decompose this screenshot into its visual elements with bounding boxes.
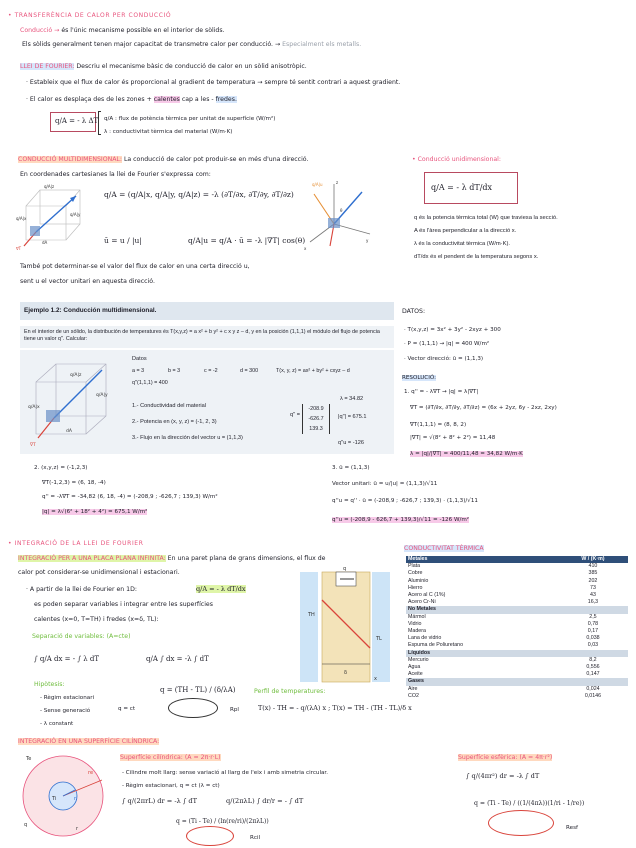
conductivity-table (406, 556, 628, 700)
integ-tag: INTEGRACIÓ PER A UNA PLACA PLANA INFINITA: (18, 555, 166, 562)
ex-box-edge (36, 364, 56, 382)
ex-label-qx: q/A|x (28, 405, 40, 410)
table-row: Plata 410 (408, 563, 598, 570)
fig-x: x (374, 676, 377, 682)
fig-Ti: Ti (52, 796, 57, 802)
res-line-4: |∇T| = √(8² + 8² + 2²) = 11,48 (410, 435, 496, 441)
sketch-box-edge (66, 224, 80, 240)
ex-val-d: d = 300 (240, 368, 259, 374)
table-row: Espuma de Poliuretano 0,03 (408, 642, 599, 649)
section-title-conduction: • TRANSFERÈNCIA DE CALOR PER CONDUCCIÓ (8, 12, 172, 19)
label-qy: q/A|y (70, 212, 81, 217)
sketch-box-back (40, 190, 80, 224)
integ-qct: q = ct (118, 706, 136, 712)
table-row: Agua 0,556 (408, 664, 600, 671)
table-section-row: Líquidos (406, 650, 628, 657)
cyl-tag: INTEGRACIÓ EN UNA SUPERFÍCIE CILÍNDRICA: (18, 738, 160, 745)
datos-line-3: · Vector direcció: ū = (1,1,3) (404, 356, 484, 362)
part2-line-2: q'' = -λ∇T = -34,82 (6, 18, -4) = (-208,9 ; -626,7 ; 139,3) W/m² (42, 494, 218, 500)
uni-def-item: q és la potencia tèrmica total (W) que traviesa la secció. (414, 215, 558, 221)
fourier-bullet-2: · El calor es desplaça des de les zones + calentes cap a les - fredes. (26, 96, 237, 103)
ex-vector: -208.9 -626.7 139.3 (302, 404, 330, 434)
cyl-eq-2: q/(2πλL) ∫ dr/r = - ∫ dT (226, 797, 304, 805)
fig-TH: TH (308, 612, 315, 618)
conduction-label: Conducció → (20, 27, 60, 34)
conduction-line-1: Conducció → és l'únic mecanisme possible en el interior de sòlids. (20, 27, 225, 34)
part3-line-1: Vector unitari: ū = u/|u| = (1,1,3)/√11 (332, 481, 438, 487)
conduction-line-2: Els sòlids generalment tenen major capacitat de transmetre calor per conducció. → Especialment els metalls. (22, 41, 362, 48)
datos-title: DATOS: (402, 308, 426, 315)
cold-side (372, 572, 390, 682)
ex-task: 1.- Conductividad del material (132, 403, 206, 409)
brace (98, 111, 101, 135)
multi-intro: CONDUCCIÓ MULTIDIMENSIONAL: La conducció de calor pot produir-se en més d'una direcció. (18, 156, 309, 163)
resf-circle (488, 810, 554, 836)
table-title: CONDUCTIVITAT TÈRMICA (404, 545, 484, 552)
dA-element-2 (328, 218, 340, 228)
rcil-label: Rcil (250, 835, 261, 841)
example-statement: En el interior de un sólido, la distribución de temperatures és T(x,y,z) = a x² + b y² + c x y z – d, y en la posición (1,1,1) el módulo del flujo de potencia tiene un valor q''. Calcular: (24, 329, 380, 342)
fig-r: r (76, 826, 79, 832)
datos-line-2: · P = (1,1,1) → |q| = 400 W/m² (404, 341, 490, 347)
uni-def-item: A és l'àrea perpendicular a la direcció x. (414, 228, 517, 234)
fig-delta: δ (344, 670, 348, 676)
multi-tag: CONDUCCIÓ MULTIDIMENSIONAL: (18, 156, 122, 163)
cyl-line-2: - Règim estacionari, q = ct (λ = ct) (122, 783, 220, 789)
fig-Te: Te (26, 756, 32, 762)
part3-line-3: q''u = (-208,9 - 626,7 + 139,3)/√11 = -126 W/m² (332, 517, 470, 523)
multi-cartesian: En coordenades cartesianes la llei de Fourier s'expressa com: (20, 171, 211, 178)
resf-label: Resf (566, 825, 578, 831)
uni-equation: q/A = - λ dT/dx (431, 183, 493, 192)
fourier-tag: LLEI DE FOURIER: (20, 63, 75, 70)
integ-int-2: q/A ∫ dx = -λ ∫ dT (146, 655, 209, 663)
res-line-5: λ = |q|/|∇T| = 400/11,48 = 34,82 W/m·K (410, 451, 523, 457)
uni-title: • Conducció unidimensional: (412, 156, 501, 163)
ex-vec-label: q'' = (290, 412, 301, 418)
uni-definitions (414, 212, 558, 264)
integ-line-1: INTEGRACIÓ PER A UNA PLACA PLANA INFINITA: En una paret plana de grans dimensions, el flux de (18, 555, 326, 562)
ex-modulus: |q''| = 675.1 (338, 414, 367, 420)
label-gradT: ∇T (16, 246, 22, 251)
ex-val-b: b = 3 (168, 368, 181, 374)
sph-tag: Superfície esfèrica: (A = 4π·r²) (458, 754, 553, 761)
perfil-title: Perfil de temperatures: (254, 688, 326, 695)
uni-def-item: λ és la conductivitat tèrmica (W/m·K). (414, 241, 510, 247)
fig-ri: ri (74, 796, 78, 802)
ex-tasks (132, 398, 243, 446)
label-qx: q/A|x (16, 216, 27, 221)
ex-label-gradT: ∇T (30, 443, 36, 448)
part3-line-2: q''u = q'' · ū = (-208,9 ; -626,7 ; 139,3) · (1,1,3)/√11 (332, 498, 478, 504)
integration-title: • INTEGRACIÓ DE LA LLEI DE FOURIER (8, 540, 144, 547)
multi-eq-directional: q/A|u = q/A · ū = -λ |∇T| cos(θ) (188, 236, 306, 245)
fourier-def-lambda: λ : conductivitat tèrmica del material (W/m·K) (104, 129, 233, 135)
fourier-bullet-1: · Estableix que el flux de calor és proporcional al gradient de temperatura → sempre té sentit contrari a aquest gradient. (26, 79, 401, 86)
ex-box-edge (86, 416, 106, 434)
ex-box-front (36, 382, 86, 434)
ex-val-c: c = -2 (204, 368, 218, 374)
table-row: Lana de vidrio 0,038 (408, 635, 600, 642)
ex-datos-label: Datos (132, 356, 147, 362)
sph-eq-1: ∫ q/(4πr²) dr = -λ ∫ dT (466, 772, 540, 780)
example-title: Ejemplo 1.2: Conducción multidimensional. (24, 307, 157, 314)
fourier-def-q: q/A : flux de potència tèrmica per unitat de superfície (W/m²) (104, 116, 276, 122)
example-sketch (26, 352, 124, 450)
ex-task: 2.- Potencia en (x, y, z) = (-1, 2, 3) (132, 419, 217, 425)
cyl-eq-3: q = (Ti - Te) / (ln(re/ri)/(2πλL)) (176, 818, 269, 825)
table-row: Vidrio 0,78 (408, 620, 599, 627)
table-row: Acero al C (1%) 43 (408, 592, 596, 599)
label-qz: q/A|z (44, 184, 55, 189)
fourier-equation: q/A = - λ ΔT (55, 117, 99, 125)
directional-sketch (300, 176, 374, 252)
sph-eq-2: q = (Ti - Te) / ((1/(4πλ))(1/ri - 1/re)) (474, 800, 585, 807)
multi-direction-1: També pot determinar-se el valor del flux de calor en una certa direcció u, (20, 263, 250, 270)
fig-q: q (343, 566, 347, 572)
table-row: CO2 0,0146 (408, 692, 602, 699)
table-row: Mercurio 8,2 (408, 656, 597, 663)
part2-line-3: |q| = λ√(6² + 18² + 4²) = 675,1 W/m² (42, 509, 148, 515)
integ-hip-3: - λ constant (40, 721, 74, 727)
label-dA: dA (42, 240, 48, 245)
res-line-2: ∇T = (∂T/∂x, ∂T/∂y, ∂T/∂z) = (6x + 2yz, 6y - 2xz, 2xy) (410, 405, 557, 411)
label-y: y (366, 238, 369, 243)
ex-box-edge (86, 364, 106, 382)
vector-sketch-3d (14, 180, 92, 252)
ex-label-qz: q/A|z (70, 373, 82, 378)
integ-hip-1: - Règim estacionari (40, 695, 95, 701)
integ-sep: Separació de variables: (A=cte) (32, 633, 131, 640)
cylinder-figure (18, 750, 108, 840)
fig-re: re (88, 770, 94, 776)
label-z: z (336, 180, 339, 185)
table-row: Mármol 2,5 (408, 613, 597, 620)
example-statement-band (20, 326, 394, 348)
cyl-line-1: - Cilindre molt llarg: sense variació al llarg de l'eix i amb simetria circular. (122, 770, 328, 776)
fourier-intro: LLEI DE FOURIER: Descriu el mecanisme bàsic de conducció de calor en un sòlid anisotròpic. (20, 63, 307, 70)
datos-line-1: · T(x,y,z) = 3x² + 3y² - 2xyz + 300 (404, 327, 501, 333)
ex-qu: q''u = -126 (338, 440, 364, 446)
integ-eq: q/A = - λ dT/dx (196, 585, 246, 593)
integ-int-1: ∫ q/A dx = - ∫ λ dT (34, 655, 100, 663)
fig-q: q (24, 822, 28, 828)
part2-line-1: ∇T(-1,2,3) = (6, 18, -4) (42, 480, 106, 486)
integ-line-5: calentes (x=0, T=TH) i fredes (x=δ, TL): (34, 616, 159, 623)
rcil-circle (186, 826, 234, 846)
fourier-equation-box (50, 112, 99, 132)
fig-TL: TL (376, 636, 382, 642)
table-row: Aluminio 202 (408, 577, 598, 584)
rpl-label: Rpl (230, 707, 239, 713)
multi-eq-components: q/A = (q/A|x, q/A|y, q/A|z) = -λ (∂T/∂x, ∂T/∂y, ∂T/∂z) (104, 190, 294, 199)
label-u: q/A|u (312, 182, 323, 187)
uni-def-item: dT/dx és el pendent de la temperatura segons x. (414, 254, 539, 260)
ex-task: 3.- Flujo en la dirección del vector u = (1,1,3) (132, 435, 243, 441)
table-section-row: No Metales (406, 606, 628, 613)
ex-label-qy: q/A|y (96, 393, 108, 398)
ex-dA (46, 410, 60, 422)
integ-hip: Hipòtesis: (34, 681, 65, 688)
sketch-box-edge (26, 190, 40, 206)
part3-title: 3. ū = (1,1,3) (332, 465, 370, 471)
table-row: Cobre 385 (408, 570, 598, 577)
uni-equation-box (424, 172, 518, 204)
ex-res-lambda: λ = 34.82 (340, 396, 364, 402)
label-theta: θ (340, 208, 343, 213)
plate-figure (300, 564, 392, 684)
integ-result: q = (TH - TL) / (δ/λA) (160, 686, 236, 694)
ex-val-T: T(x, y, z) = ax² + by² + cxyz – d (276, 368, 350, 374)
ex-val-a: a = 3 (132, 368, 145, 374)
resolucio-title: RESOLUCIÓ: (402, 375, 437, 381)
table-row: Hierro 73 (408, 584, 596, 591)
table-row: Aceite 0,147 (408, 671, 600, 678)
ex-label-dA: dA (66, 429, 72, 434)
table-row: Aire 0,024 (408, 685, 600, 692)
integ-line-3: · A partir de la llei de Fourier en 1D: (26, 586, 137, 593)
multi-eq-unit-vector: ū = u / |u| (104, 236, 142, 245)
table-row: Madera 0,17 (408, 628, 599, 635)
part2-title: 2. (x,y,z) = (-1,2,3) (34, 465, 88, 471)
label-x: x (304, 246, 307, 251)
cyl-sub: Superfície cilíndrica: (A = 2π·r·L) (120, 754, 221, 761)
table-section-row: Gases (406, 678, 628, 685)
perfil-equation: T(x) - TH = - q/(λA) x ; T(x) = TH - (TH - TL)/δ x (258, 704, 412, 712)
integ-line-2: calor pot considerar-se unidimensional i estacionari. (18, 569, 180, 576)
integ-hip-2: - Sense generació (40, 708, 91, 714)
integ-line-4: es poden separar variables i integrar entre les superfícies (34, 601, 213, 608)
wall (322, 572, 370, 682)
rpl-circle (168, 698, 218, 718)
res-line-1: 1. q'' = - λ∇T → |q| = λ|∇T| (404, 389, 479, 395)
multi-direction-2: sent u el vector unitari en aquesta direcció. (20, 278, 155, 285)
table-row: Acero Cr-Ni 16,3 (408, 599, 599, 606)
cyl-eq-1: ∫ q/(2πrL) dr = -λ ∫ dT (122, 797, 198, 805)
example-title-band (20, 302, 394, 320)
res-line-3: ∇T(1,1,1) = (8, 8, 2) (410, 422, 467, 428)
dA-element (30, 226, 40, 236)
table-header-row: Metales W / (K·m) (406, 556, 628, 563)
hot-side (300, 572, 318, 682)
ex-val-q: q''(1,1,1) = 400 (132, 380, 168, 386)
